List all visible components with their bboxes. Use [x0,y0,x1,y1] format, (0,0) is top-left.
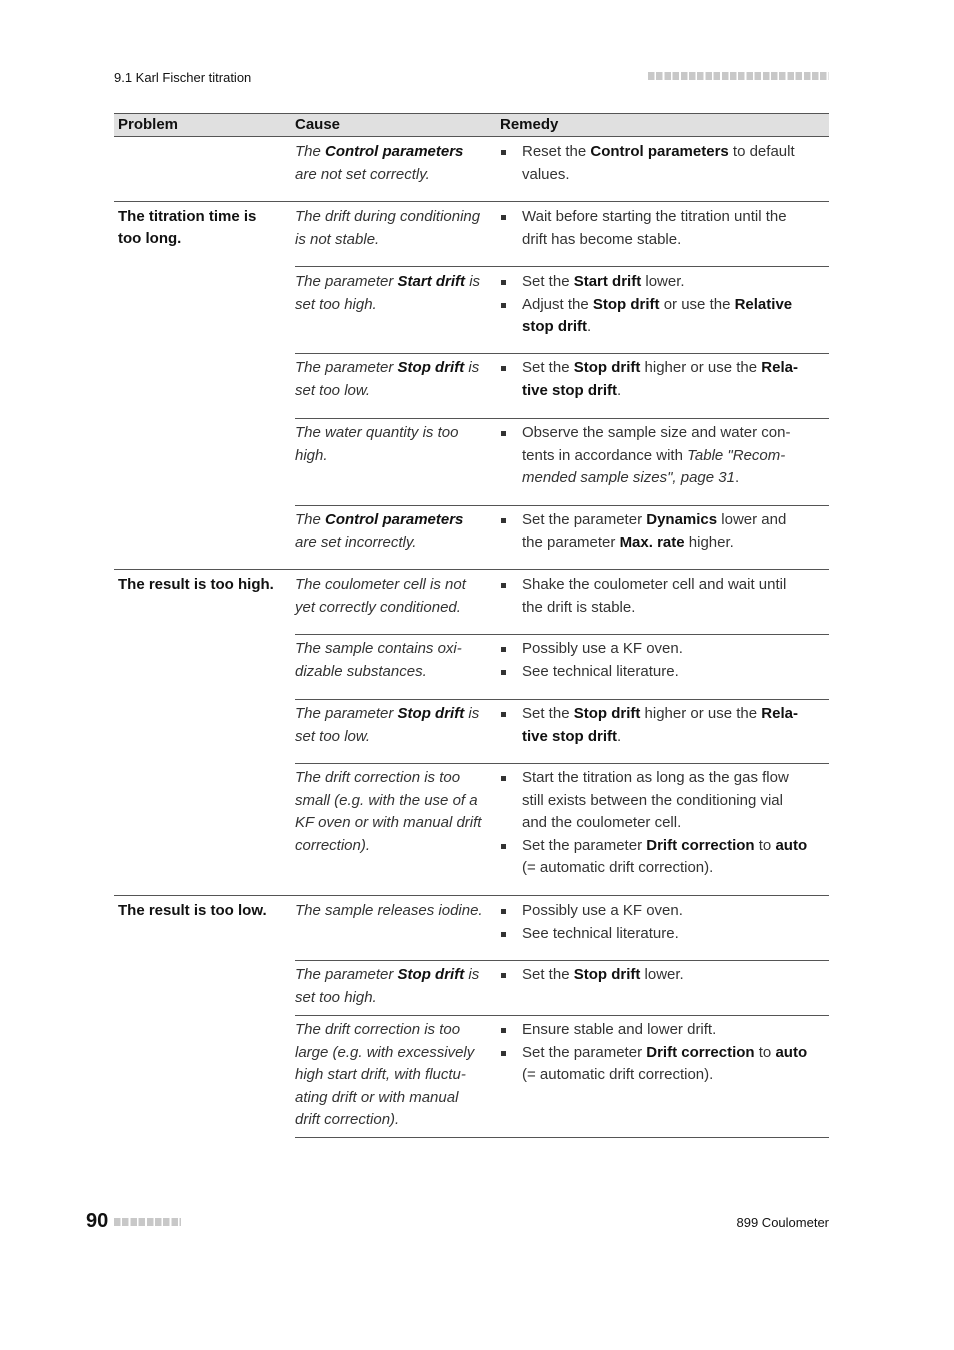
text-run: The parameter [295,273,398,290]
row-divider [295,699,829,700]
row-divider [114,201,829,202]
text-run: The drift correction is too large (e.g. with excessively high start drift, with fluctuating drift or with manual drift correction). [295,1021,475,1128]
row-divider [295,1137,829,1138]
bold-term: Control parameters [325,511,464,528]
bullet-icon [501,150,506,155]
product-name: 899 Coulometer [736,1215,829,1230]
remedy-list-item [500,964,810,987]
remedy-list-item [500,835,810,880]
text-run: or use the [659,295,735,313]
text-run: Possibly use a KF oven. [522,640,683,657]
remedy-list-item [500,206,810,251]
bullet-icon [501,973,506,978]
cause-cell [295,271,485,316]
remedy-cell [500,638,810,683]
cause-cell [295,357,485,402]
text-run: is set too low. [295,359,480,399]
remedy-list-item [500,422,810,490]
row-divider [295,763,829,764]
text-run: The parameter [295,705,398,722]
cause-cell [295,767,485,857]
text-run: is set too high. [295,273,481,313]
running-header-section: 9.1 Karl Fischer titration [114,70,252,85]
text-run: The parameter [295,359,398,376]
cause-cell [295,638,485,683]
text-run: (= automatic drift correction). [522,1066,714,1083]
problem-cell: The titration time is too long. [118,208,257,247]
remedy-list-item [500,900,810,923]
cause-cell [295,964,485,1009]
remedy-list-item [500,141,810,186]
text-run: are not set correctly. [295,165,430,183]
column-header-problem: Problem [118,116,179,133]
bold-term: Stop drift [397,705,465,722]
cause-cell [295,509,485,554]
remedy-list-item [500,767,810,835]
text-run: Adjust the [522,295,593,313]
bold-term: auto [775,836,808,854]
remedy-cell [500,271,810,339]
text-run: Start the titration as long as the gas flow still exists between the conditioning vial and the coulometer cell. [522,769,789,831]
text-run: The [295,143,326,160]
bullet-icon [501,670,506,675]
text-run: Set the [522,966,574,983]
text-run: lower. [641,273,685,290]
text-run: The water quantity is too high. [295,424,459,464]
bullet-icon [501,647,506,652]
bold-term: Stop drift [592,295,660,313]
remedy-cell [500,767,810,880]
bold-term: Relative stop drift [522,359,798,399]
remedy-cell [500,141,810,186]
cause-cell [295,574,485,619]
row-divider [114,895,829,896]
text-run: Shake the coulometer cell and wait until the drift is stable. [522,576,787,616]
row-divider [295,418,829,419]
bullet-icon [501,280,506,285]
text-run: See technical literature. [522,662,679,680]
text-run: Ensure stable and lower drift. [522,1021,717,1038]
text-run: . [734,469,740,486]
text-run: Set the [522,359,574,376]
remedy-cell [500,703,810,748]
row-divider [295,505,829,506]
bold-term: Stop drift [397,966,465,983]
text-run: is set too high. [295,966,480,1006]
bold-term: Relative stop drift [522,705,798,745]
remedy-cell [500,1019,810,1087]
problem-cell: The result is too low. [118,902,267,919]
footer-decoration [114,1218,181,1226]
remedy-cell [500,964,810,987]
text-run: to [754,1043,776,1061]
text-run: The coulometer cell is not yet correctly conditioned. [295,576,466,616]
row-divider [114,569,829,570]
bullet-icon [501,712,506,717]
remedy-cell [500,574,810,619]
text-run: (= automatic drift correction). [522,859,714,876]
remedy-list-item [500,1019,810,1042]
bold-term: Stop drift [397,359,465,376]
bullet-icon [501,932,506,937]
table-header [114,113,829,137]
remedy-list-item [500,638,810,661]
text-run: Possibly use a KF oven. [522,902,683,919]
row-divider [295,353,829,354]
text-run: higher or use the [640,705,762,722]
bold-term: Control parameters [590,143,729,160]
remedy-list-item [500,574,810,619]
remedy-list-item [500,357,810,402]
text-run: higher. [684,533,734,551]
bold-term: auto [775,1043,808,1061]
row-divider [295,634,829,635]
text-run: The drift during conditioning is not stable. [295,208,481,248]
bullet-icon [501,366,506,371]
bullet-icon [501,776,506,781]
bullet-icon [501,431,506,436]
cause-cell [295,1019,485,1132]
bullet-icon [501,583,506,588]
bold-term: Drift correction [646,836,755,854]
remedy-list-item [500,1042,810,1087]
cause-cell [295,141,485,186]
text-run: See technical literature. [522,924,679,942]
text-run: Set the parameter [522,1043,647,1061]
remedy-list-item [500,923,810,946]
text-run: The parameter [295,966,398,983]
bold-term: Control parameters [325,143,464,160]
text-run: Observe the sample size and water contents in accordance with [522,424,791,464]
remedy-cell [500,357,810,402]
remedy-list-item [500,703,810,748]
remedy-list-item [500,271,810,294]
row-divider [295,266,829,267]
text-run: Set the [522,705,574,722]
problem-cell: The result is too high. [118,576,274,593]
text-run: Reset the [522,143,591,160]
text-run: Set the [522,273,574,290]
bold-term: Max. rate [619,533,685,551]
text-run: to default values. [522,143,795,183]
bold-term: Start drift [397,273,466,290]
text-run: The sample contains oxidizable substances. [295,640,462,680]
bold-term: Drift correction [646,1043,755,1061]
row-divider [295,1015,829,1016]
bold-term: Stop drift [573,705,641,722]
bullet-icon [501,303,506,308]
text-run: . [587,318,592,335]
cause-cell [295,206,485,251]
cross-reference: Table "Recommended sample sizes", page 31 [522,446,786,486]
cause-cell [295,422,485,467]
remedy-list-item [500,509,810,554]
remedy-cell [500,422,810,490]
bold-term: Stop drift [573,966,641,983]
bullet-icon [501,1051,506,1056]
cause-cell [295,900,485,923]
page-number: 90 [86,1210,109,1232]
bullet-icon [501,1028,506,1033]
bold-term: Dynamics [646,511,718,528]
column-header-remedy: Remedy [500,116,559,133]
remedy-cell [500,900,810,945]
bold-term: Start drift [573,273,642,290]
text-run: Wait before starting the titration until the drift has become stable. [522,208,787,248]
bullet-icon [501,909,506,914]
remedy-cell [500,509,810,554]
text-run: . [617,727,622,745]
text-run: higher or use the [640,359,762,376]
text-run: is set too low. [295,705,480,745]
text-run: The [295,511,326,528]
text-run: to [754,836,776,854]
bold-term: Stop drift [573,359,641,376]
column-header-cause: Cause [295,116,341,133]
bullet-icon [501,844,506,849]
text-run: lower and the parameter [522,511,787,551]
text-run: The drift correction is too small (e.g. with the use of a KF oven or with manual drift correction). [295,769,482,854]
text-run: are set incorrectly. [295,533,417,551]
row-divider [295,960,829,961]
cause-cell [295,703,485,748]
remedy-list-item [500,294,810,339]
text-run: Set the parameter [522,836,647,854]
remedy-cell [500,206,810,251]
text-run: . [617,381,622,399]
text-run: The sample releases iodine. [295,902,483,919]
bullet-icon [501,518,506,523]
bullet-icon [501,215,506,220]
bold-term: Relative stop drift [522,295,793,335]
text-run: lower. [640,966,684,983]
remedy-list-item [500,661,810,684]
header-decoration [648,72,829,80]
text-run: Set the parameter [522,511,647,528]
